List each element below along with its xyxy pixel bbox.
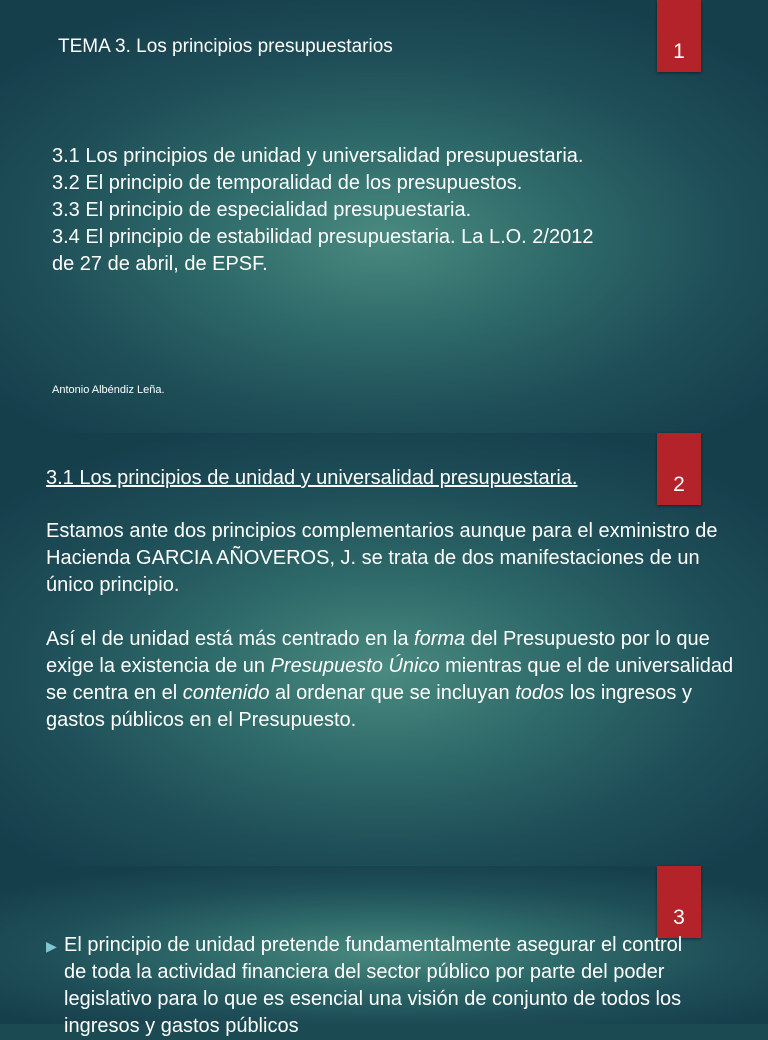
triangle-right-icon: ▶ xyxy=(46,938,57,954)
emphasis-text: todos xyxy=(515,682,565,704)
emphasis-text: contenido xyxy=(182,682,270,704)
slide-number: 2 xyxy=(673,473,685,496)
slide-1 xyxy=(0,0,768,433)
text-run: mientras que el de universalidad se centra en el xyxy=(46,655,734,704)
slide-2 xyxy=(0,433,768,866)
author-name: Antonio Albéndiz Leña. xyxy=(52,384,165,396)
slide-3 xyxy=(0,866,768,1037)
slide-title: TEMA 3. Los principios presupuestarios xyxy=(58,36,393,57)
toc-item: 3.4 El principio de estabilidad presupuestaria. La L.O. 2/2012 de 27 de abril, de EPSF. xyxy=(52,226,594,275)
emphasis-text: Presupuesto Único xyxy=(270,655,440,677)
slide-number-tab xyxy=(657,0,701,72)
bullet-item xyxy=(46,932,686,1040)
paragraph-1: Estamos ante dos principios complementarios aunque para el exministro de Hacienda GARCIA AÑOVEROS, J. se trata de dos manifestaciones de un único principio. xyxy=(46,520,718,596)
slide-number: 3 xyxy=(673,906,685,929)
text-run: al ordenar que se incluyan xyxy=(269,682,516,704)
text-run: Así el de unidad está más centrado en la xyxy=(46,628,415,650)
slide-number-tab xyxy=(657,433,701,505)
table-of-contents xyxy=(52,143,612,278)
text-run: los ingresos y gastos públicos en el Presupuesto. xyxy=(46,682,692,731)
slide-number-tab xyxy=(657,866,701,938)
section-heading: 3.1 Los principios de unidad y universalidad presupuestaria. xyxy=(46,467,578,489)
bullet-text: El principio de unidad pretende fundamentalmente asegurar el control de toda la actividad financiera del sector público por parte del poder legislativo para lo que es esencial una visión de conjunto de todos los ingresos y gastos públicos xyxy=(64,934,683,1037)
emphasis-text: forma xyxy=(414,628,466,650)
paragraph-2 xyxy=(46,626,736,734)
toc-item: 3.2 El principio de temporalidad de los presupuestos. xyxy=(52,172,523,194)
text-run: del Presupuesto por lo que exige la existencia de un xyxy=(46,628,710,677)
toc-item: 3.1 Los principios de unidad y universalidad presupuestaria. xyxy=(52,145,584,167)
slide-number: 1 xyxy=(673,40,685,63)
toc-item: 3.3 El principio de especialidad presupuestaria. xyxy=(52,199,472,221)
